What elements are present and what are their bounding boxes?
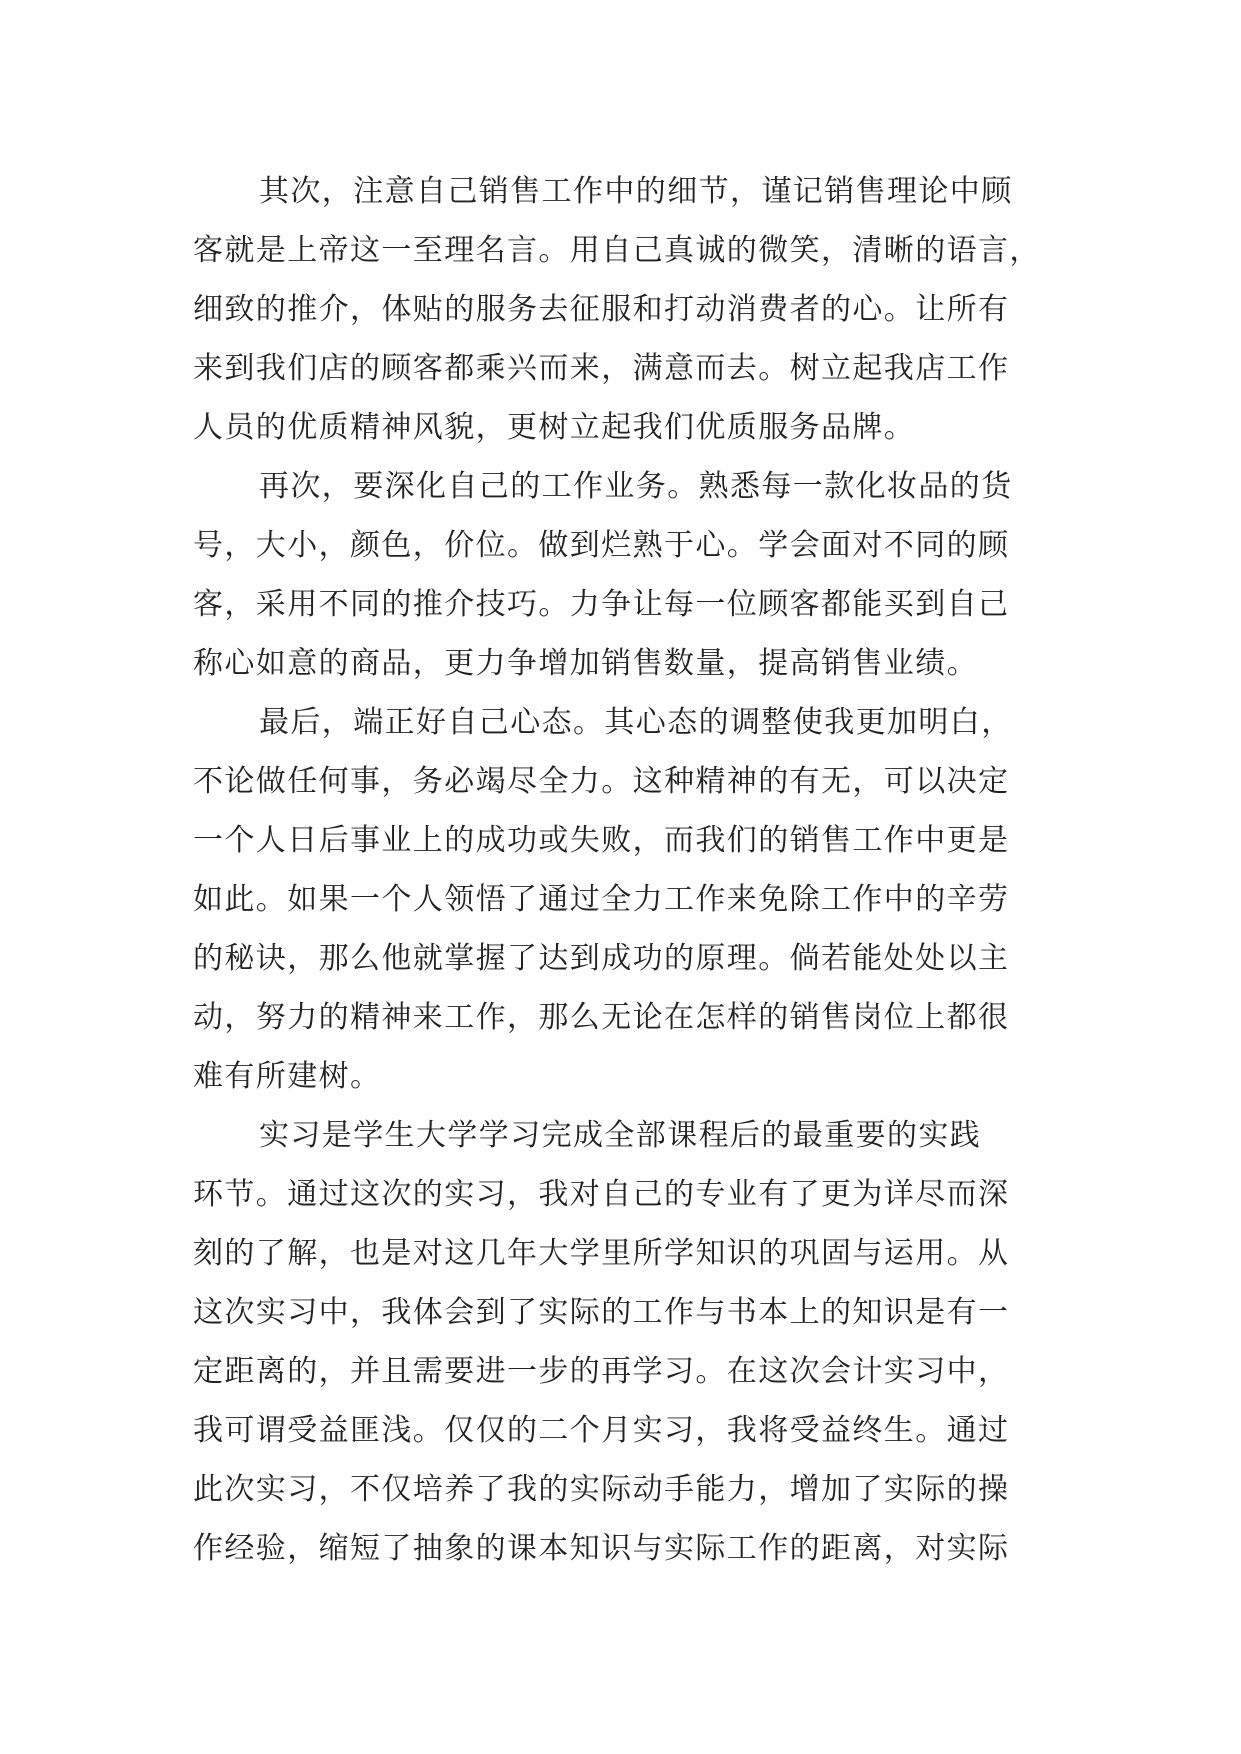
text-line: 人员的优质精神风貌，更树立起我们优质服务品牌。 xyxy=(193,410,916,445)
paragraph xyxy=(193,693,1053,1106)
paragraph xyxy=(193,1106,1053,1578)
text-line: 客，采用不同的推介技巧。力争让每一位顾客都能买到自己 xyxy=(193,587,1010,622)
text-line: 定距离的，并且需要进一步的再学习。在这次会计实习中， xyxy=(193,1354,1010,1389)
text-line: 再次，要深化自己的工作业务。熟悉每一款化妆品的货 xyxy=(259,469,1013,504)
paragraph xyxy=(193,457,1053,693)
paragraph xyxy=(193,162,1053,457)
text-line: 作经验，缩短了抽象的课本知识与实际工作的距离，对实际 xyxy=(193,1531,1010,1566)
text-line: 如此。如果一个人领悟了通过全力工作来免除工作中的辛劳 xyxy=(193,882,1010,917)
text-line: 这次实习中，我体会到了实际的工作与书本上的知识是有一 xyxy=(193,1295,1010,1330)
text-line: 一个人日后事业上的成功或失败，而我们的销售工作中更是 xyxy=(193,823,1010,858)
text-line: 称心如意的商品，更力争增加销售数量，提高销售业绩。 xyxy=(193,646,978,681)
text-line: 细致的推介，体贴的服务去征服和打动消费者的心。让所有 xyxy=(193,292,1010,327)
text-line: 我可谓受益匪浅。仅仅的二个月实习，我将受益终生。通过 xyxy=(193,1413,1010,1448)
text-line: 来到我们店的顾客都乘兴而来，满意而去。树立起我店工作 xyxy=(193,351,1010,386)
text-line: 最后，端正好自己心态。其心态的调整使我更加明白， xyxy=(259,705,1013,740)
text-line: 环节。通过这次的实习，我对自己的专业有了更为详尽而深 xyxy=(193,1177,1010,1212)
text-line: 实习是学生大学学习完成全部课程后的最重要的实践 xyxy=(259,1118,982,1153)
text-line: 刻的了解，也是对这几年大学里所学知识的巩固与运用。从 xyxy=(193,1236,1010,1271)
text-line: 客就是上帝这一至理名言。用自己真诚的微笑，清晰的语言， xyxy=(193,233,1041,268)
text-line: 动，努力的精神来工作，那么无论在怎样的销售岗位上都很 xyxy=(193,1000,1010,1035)
text-line: 其次，注意自己销售工作中的细节，谨记销售理论中顾 xyxy=(259,174,1013,209)
text-line: 此次实习，不仅培养了我的实际动手能力，增加了实际的操 xyxy=(193,1472,1010,1507)
text-line: 的秘诀，那么他就掌握了达到成功的原理。倘若能处处以主 xyxy=(193,941,1010,976)
text-line: 号，大小，颜色，价位。做到烂熟于心。学会面对不同的顾 xyxy=(193,528,1010,563)
text-line: 难有所建树。 xyxy=(193,1059,382,1094)
text-line: 不论做任何事，务必竭尽全力。这种精神的有无，可以决定 xyxy=(193,764,1010,799)
document-body xyxy=(193,162,1053,1578)
